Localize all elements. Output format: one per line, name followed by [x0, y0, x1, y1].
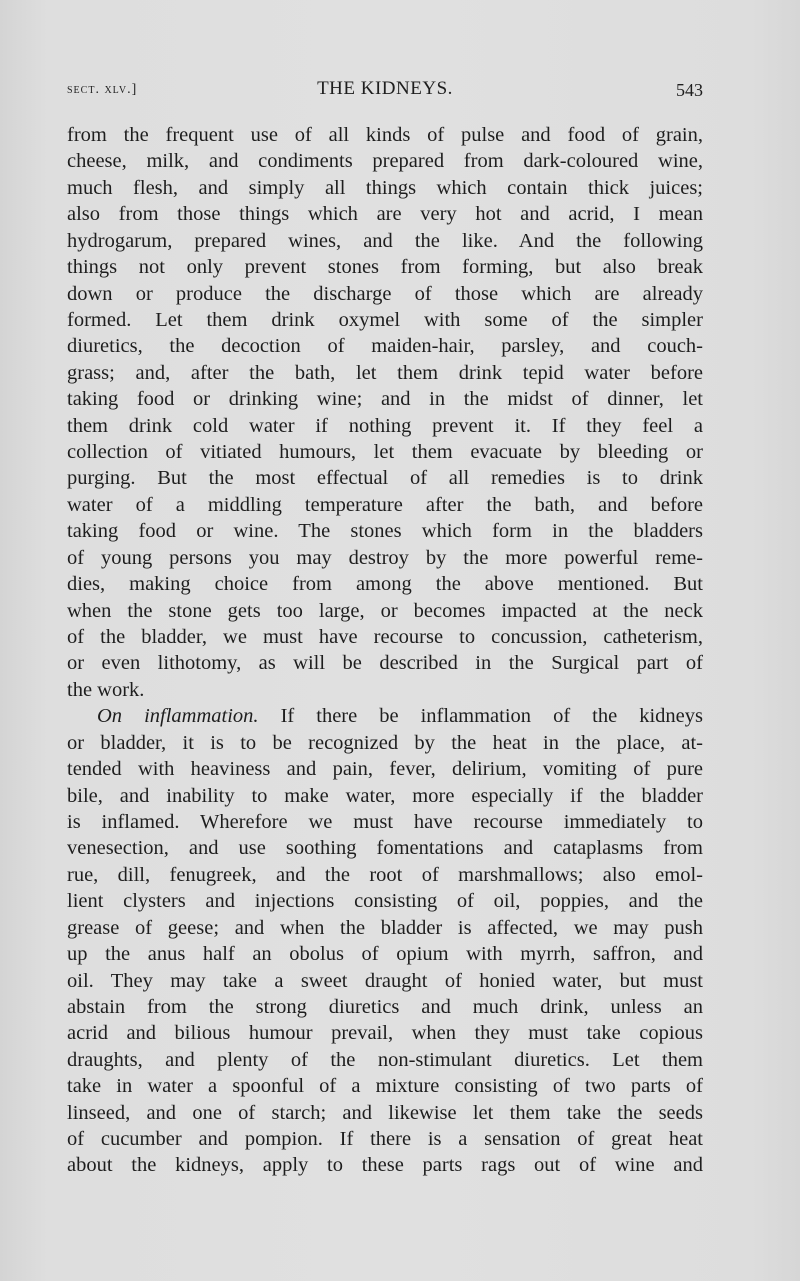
- text-line: dies, making choice from among the above mentioned. But: [67, 573, 703, 596]
- text-line: about the kidneys, apply to these parts rags out of wine and: [67, 1154, 703, 1177]
- text-line: bile, and inability to make water, more especially if the bladder: [67, 784, 703, 807]
- text-line: them drink cold water if nothing prevent it. If they feel a: [67, 414, 703, 437]
- text-line: draughts, and plenty of the non-stimulant diuretics. Let them: [67, 1048, 703, 1071]
- text-line: much flesh, and simply all things which contain thick juices;: [67, 176, 703, 199]
- text-line: things not only prevent stones from forming, but also break: [67, 256, 703, 279]
- text-line: or bladder, it is to be recognized by the heat in the place, at-: [67, 731, 703, 754]
- text-line: collection of vitiated humours, let them evacuate by bleeding or: [67, 441, 703, 464]
- text-line: from the frequent use of all kinds of pulse and food of grain,: [67, 124, 703, 146]
- text-line: acrid and bilious humour prevail, when they must take copious: [67, 1022, 703, 1045]
- text-line: rue, dill, fenugreek, and the root of marshmallows; also emol-: [67, 863, 703, 886]
- text-line: or even lithotomy, as will be described in the Surgical part of: [67, 652, 703, 675]
- text-line: is inflamed. Wherefore we must have recourse immediately to: [67, 810, 703, 833]
- text-line: purging. But the most effectual of all remedies is to drink: [67, 467, 703, 490]
- text-line: abstain from the strong diuretics and much drink, unless an: [67, 995, 703, 1018]
- text-line: the work.: [67, 678, 145, 701]
- text-line: take in water a spoonful of a mixture consisting of two parts of: [67, 1075, 703, 1098]
- text-line: water of a middling temperature after the bath, and before: [67, 493, 703, 516]
- text-line: linseed, and one of starch; and likewise let them take the seeds: [67, 1101, 703, 1124]
- paragraph-opening-line: [67, 703, 703, 729]
- text-line: formed. Let them drink oxymel with some of the simpler: [67, 308, 703, 331]
- text-line: oil. They may take a sweet draught of honied water, but must: [67, 969, 703, 992]
- text-line: tended with heaviness and pain, fever, delirium, vomiting of pure: [67, 758, 703, 781]
- text-line: venesection, and use soothing fomentations and cataplasms from: [67, 837, 703, 860]
- text-line-rest: If there be inflammation of the kidneys: [280, 705, 703, 728]
- running-head: [67, 78, 703, 106]
- text-line: diuretics, the decoction of maiden-hair, parsley, and couch-: [67, 335, 703, 358]
- text-line: of young persons you may destroy by the more powerful reme-: [67, 546, 703, 569]
- section-label: sect. xlv.]: [67, 82, 138, 97]
- text-line: also from those things which are very hot and acrid, I mean: [67, 203, 703, 226]
- text-line: cheese, milk, and condiments prepared from dark-coloured wine,: [67, 150, 703, 173]
- text-line: when the stone gets too large, or becomes impacted at the neck: [67, 599, 703, 622]
- text-line: up the anus half an obolus of opium with myrrh, saffron, and: [67, 943, 703, 966]
- text-line: hydrogarum, prepared wines, and the like. And the following: [67, 229, 703, 252]
- text-line: of cucumber and pompion. If there is a sensation of great heat: [67, 1128, 703, 1151]
- text-line: down or produce the discharge of those which are already: [67, 282, 703, 305]
- text-line: grass; and, after the bath, let them drink tepid water before: [67, 361, 703, 384]
- text-line: taking food or drinking wine; and in the midst of dinner, let: [67, 388, 703, 411]
- text-line: grease of geese; and when the bladder is affected, we may push: [67, 916, 703, 939]
- section-heading: On inflammation.: [97, 705, 259, 728]
- text-line: lient clysters and injections consisting of oil, poppies, and the: [67, 890, 703, 913]
- text-line: of the bladder, we must have recourse to concussion, catheterism,: [67, 626, 703, 649]
- text-line: taking food or wine. The stones which form in the bladders: [67, 520, 703, 543]
- page-title: THE KIDNEYS.: [317, 78, 453, 99]
- body-text: [67, 122, 703, 1179]
- page-number: 543: [676, 80, 703, 100]
